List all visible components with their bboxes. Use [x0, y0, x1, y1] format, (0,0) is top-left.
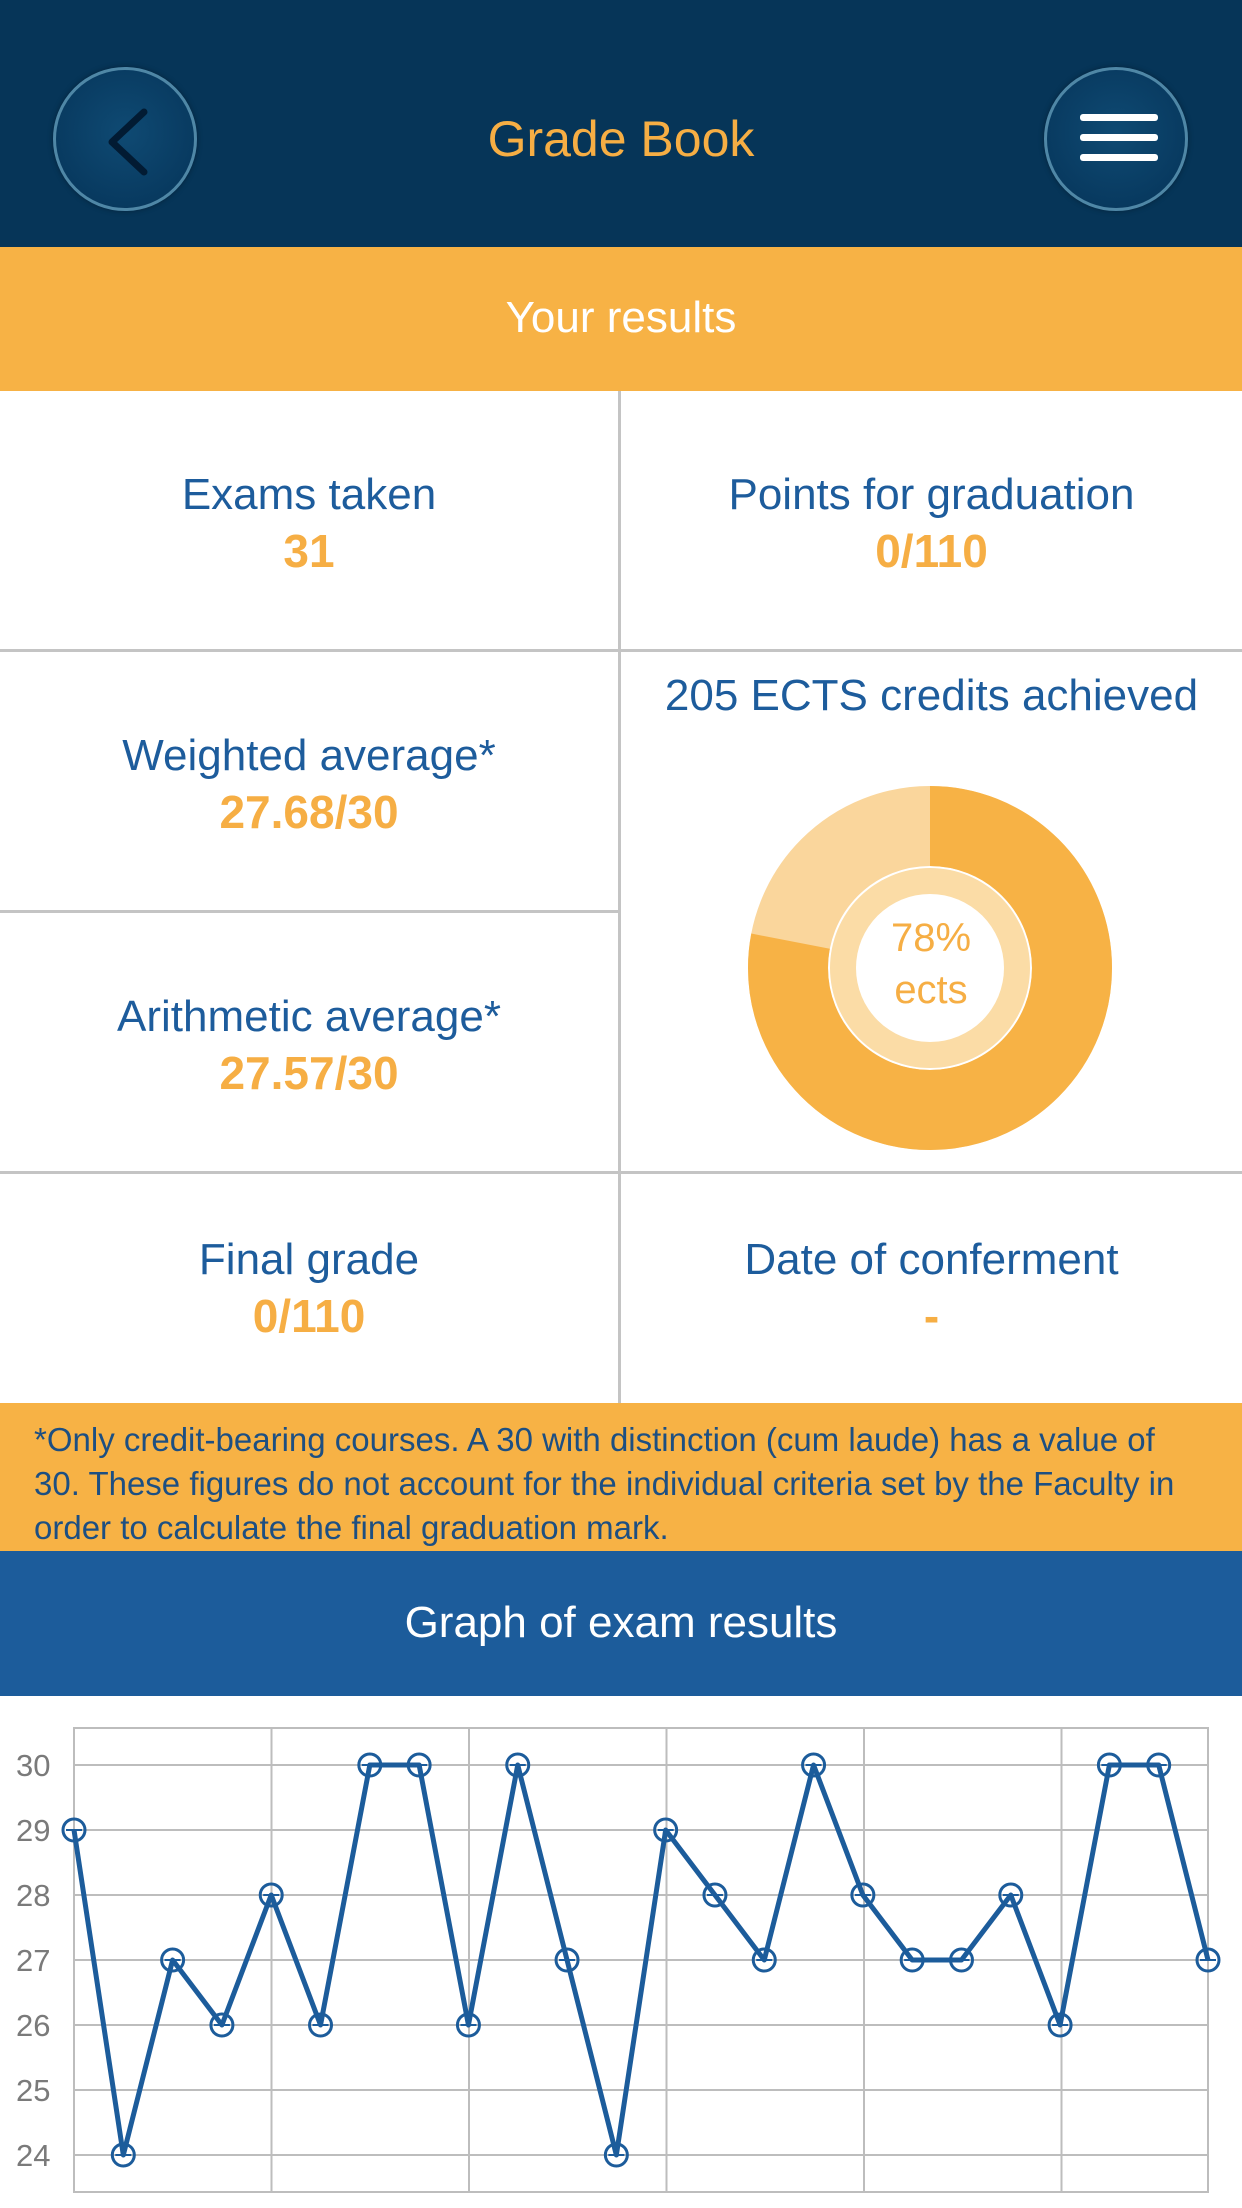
app-header — [0, 0, 1242, 247]
ects-unit-text: ects — [894, 968, 968, 1012]
y-tick-label: 27 — [16, 1943, 51, 1978]
exams-taken-label: Exams taken — [181, 470, 437, 519]
weighted-average-value: 27.68/30 — [219, 786, 399, 838]
y-tick-label: 30 — [16, 1748, 51, 1783]
arithmetic-average-label: Arithmetic average* — [117, 992, 501, 1041]
weighted-average-stat — [0, 728, 618, 840]
averages-footnote: *Only credit-bearing courses. A 30 with distinction (cum laude) has a value of 30. These figures do not account for the individual criteria set by the Faculty in order to calculate the final graduation mark. — [0, 1403, 1242, 1551]
grid-divider — [0, 649, 1242, 652]
points-for-graduation-stat — [621, 467, 1242, 579]
weighted-average-label: Weighted average* — [122, 731, 496, 780]
y-tick-label: 29 — [16, 1813, 51, 1848]
menu-button[interactable] — [1044, 67, 1188, 211]
hamburger-menu-icon — [1080, 114, 1158, 174]
graph-title: Graph of exam results — [404, 1598, 838, 1647]
y-tick-label: 26 — [16, 2008, 51, 2043]
date-of-conferment-label: Date of conferment — [744, 1235, 1119, 1284]
final-grade-stat — [0, 1232, 618, 1344]
ects-percent-label — [820, 912, 1042, 1016]
grid-divider — [0, 1171, 1242, 1174]
ects-title: 205 ECTS credits achieved — [664, 671, 1199, 720]
grid-divider — [0, 910, 618, 913]
y-tick-label: 24 — [16, 2138, 51, 2173]
y-tick-label: 28 — [16, 1878, 51, 1913]
points-for-graduation-label: Points for graduation — [728, 470, 1135, 519]
graph-section-header — [0, 1551, 1242, 1696]
exam-results-line-chart — [0, 1696, 1242, 2208]
exams-taken-value: 31 — [283, 525, 335, 577]
final-grade-label: Final grade — [198, 1235, 420, 1284]
arithmetic-average-value: 27.57/30 — [219, 1047, 399, 1099]
ects-percent-text: 78% — [890, 916, 972, 960]
results-title: Your results — [505, 293, 737, 342]
exams-taken-stat — [0, 467, 618, 579]
points-for-graduation-value: 0/110 — [875, 525, 988, 577]
final-grade-value: 0/110 — [252, 1290, 366, 1342]
results-section-header — [0, 247, 1242, 391]
date-of-conferment-stat — [621, 1232, 1242, 1344]
y-tick-label: 25 — [16, 2073, 51, 2108]
date-of-conferment-value: - — [923, 1290, 940, 1342]
page-title: Grade Book — [487, 111, 755, 167]
arithmetic-average-stat — [0, 989, 618, 1101]
